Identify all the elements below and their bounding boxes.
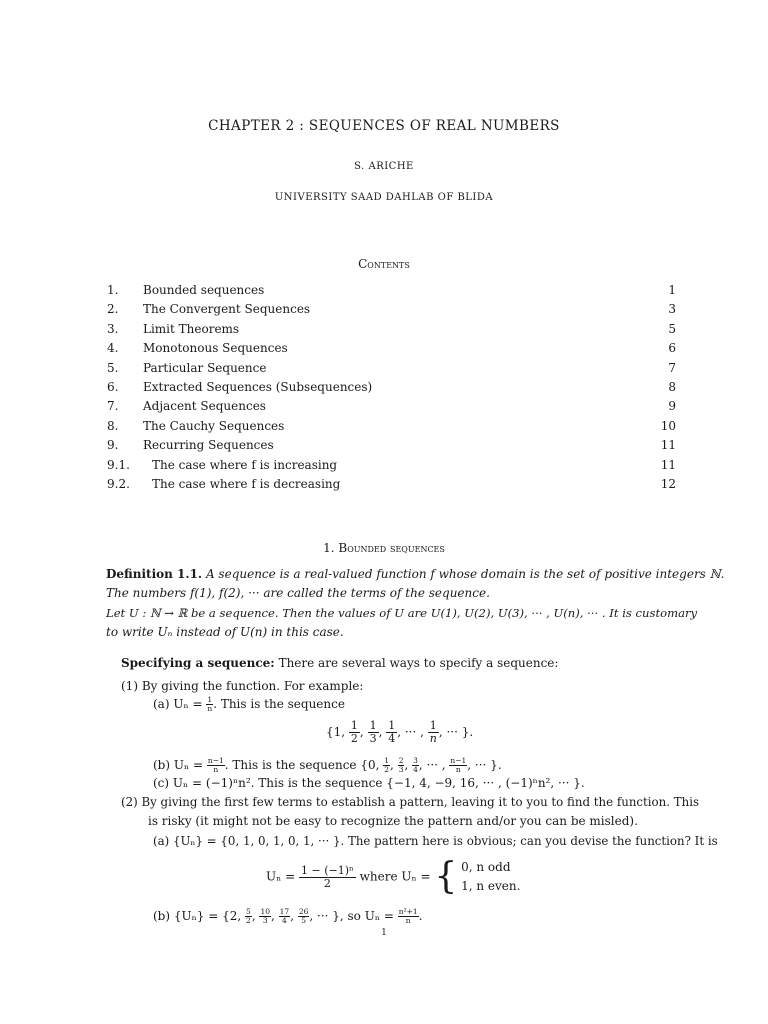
item-2-line-2: is risky (it might not be easy to recognize the pattern and/or you can be misled). xyxy=(148,814,638,828)
section-number: 1. xyxy=(323,541,335,555)
set-close: , ··· }. xyxy=(438,725,474,739)
specifying-heading xyxy=(121,655,691,671)
display-equation-1: {1, $\frac{1}{2}$ , $\frac{1}{3}$ , $\frac{1}{4}$ , ··· , $\frac{1}{n}$ , ··· }. xyxy=(326,719,474,745)
toc-title: Monotonous Sequences xyxy=(143,341,288,356)
item-1b-middle: . This is the sequence {0, xyxy=(224,758,380,772)
toc-number: 4. xyxy=(107,341,119,356)
toc-row[interactable] xyxy=(107,339,676,358)
toc-title: The case where f is decreasing xyxy=(152,476,341,491)
toc-page: 9 xyxy=(668,399,676,414)
toc-row[interactable] xyxy=(107,456,676,475)
item-1a-suffix: . This is the sequence xyxy=(213,697,345,711)
fraction: $\frac{3}{4}$ xyxy=(413,756,418,774)
definition-line-1 xyxy=(106,566,725,582)
fraction: $\frac{\text{1 − (−1)ⁿ}}{2}$ xyxy=(301,863,354,890)
fraction: $\frac{1}{n}$ xyxy=(207,695,213,713)
definition-line-3: Let U : ℕ → ℝ be a sequence. Then the values of U are U(1), U(2), U(3), ··· , U(n), ··· . It is customary xyxy=(106,606,698,620)
item-2b-end: . xyxy=(418,909,423,923)
specifying-label: Specifying a sequence: xyxy=(121,656,275,670)
item-1a xyxy=(153,696,723,713)
toc-number: 3. xyxy=(107,321,119,336)
item-1: (1) By giving the function. For example: xyxy=(121,679,364,693)
fraction: $\frac{n-1}{n}$ xyxy=(450,756,467,774)
definition-line-2: The numbers f(1), f(2), ··· are called the terms of the sequence. xyxy=(106,586,490,600)
definition-line-4: to write Uₙ instead of U(n) in this case. xyxy=(106,625,344,639)
toc-title: Limit Theorems xyxy=(143,321,240,336)
paper-title: CHAPTER 2 : SEQUENCES OF REAL NUMBERS xyxy=(208,118,560,134)
toc-row[interactable] xyxy=(107,417,676,436)
item-1c: (c) Uₙ = (−1)ⁿn². This is the sequence {−1, 4, −9, 16, ··· , (−1)ⁿn², ··· }. xyxy=(153,776,585,790)
toc-page: 12 xyxy=(660,476,676,491)
toc-title: Recurring Sequences xyxy=(143,438,274,453)
fraction: $\frac{\text{n²+1}}{n}$ xyxy=(398,907,418,925)
toc-row[interactable] xyxy=(107,436,676,455)
fraction: $\frac{1}{4}$ xyxy=(388,719,396,745)
table-of-contents xyxy=(107,281,676,494)
fraction: $\frac{1}{2}$ xyxy=(384,756,390,774)
item-1b-prefix: (b) Uₙ = xyxy=(153,758,204,772)
fraction: $\frac{26}{5}$ xyxy=(298,907,309,925)
toc-row[interactable] xyxy=(107,281,676,300)
eq-where: where Uₙ = xyxy=(359,869,431,884)
item-1b-suffix: , ··· }. xyxy=(467,758,502,772)
item-2-line-1: (2) By giving the first few terms to establish a pattern, leaving it to you to find the function. This xyxy=(121,795,700,809)
cases xyxy=(461,858,520,896)
toc-page: 6 xyxy=(668,341,676,356)
fraction: $\frac{10}{3}$ xyxy=(260,907,270,925)
item-2b-middle: , ··· }, so Uₙ = xyxy=(309,909,394,923)
item-1b: (b) Uₙ = $\frac{n-1}{n}$ . This is the sequence {0, $\frac{1}{2}$ , $\frac{2}{3}$ , $\frac{3}{4}$ , ··· , $\frac{n-1}{n}$ , ··· }. xyxy=(153,756,502,774)
fraction: $\frac{1}{2}$ xyxy=(350,719,358,745)
toc-row[interactable] xyxy=(107,475,676,494)
toc-page: 11 xyxy=(660,457,676,472)
section-title: Bounded sequences xyxy=(338,541,445,555)
fraction: $\frac{17}{4}$ xyxy=(279,907,290,925)
fraction: $\frac{5}{2}$ xyxy=(246,907,251,925)
eq-lhs: Uₙ = xyxy=(266,869,296,884)
page-number: 1 xyxy=(381,928,387,938)
case-even: 1, n even. xyxy=(461,879,521,893)
toc-page: 3 xyxy=(668,302,676,317)
toc-number: 5. xyxy=(107,360,119,375)
case-odd: 0, n odd xyxy=(461,860,511,874)
toc-page: 1 xyxy=(668,283,676,297)
fraction: $\frac{2}{3}$ xyxy=(398,756,404,774)
fraction: $\frac{1}{3}$ xyxy=(369,719,377,745)
item-2b-prefix: (b) {Uₙ} = {2, xyxy=(153,909,242,923)
section-heading xyxy=(0,541,768,555)
toc-page: 7 xyxy=(668,360,676,375)
specifying-intro: There are several ways to specify a sequence: xyxy=(278,656,559,670)
item-1a-prefix: (a) Uₙ = xyxy=(153,697,203,711)
toc-page: 11 xyxy=(660,438,676,453)
toc-number: 9. xyxy=(107,438,119,453)
toc-page: 10 xyxy=(660,418,676,433)
toc-number: 1. xyxy=(107,283,119,297)
toc-page: 5 xyxy=(668,321,676,336)
toc-title: The Convergent Sequences xyxy=(143,302,311,317)
toc-number: 2. xyxy=(107,302,119,317)
toc-number: 6. xyxy=(107,379,119,394)
affiliation: UNIVERSITY SAAD DAHLAB OF BLIDA xyxy=(274,192,494,203)
item-2b: (b) {Uₙ} = {2, $\frac{5}{2}$ , $\frac{10}{3}$ , $\frac{17}{4}$ , $\frac{26}{5}$ , ··· }, so Uₙ = $\frac{\text{n²+1}}{n}$ . xyxy=(153,907,423,925)
toc-row[interactable] xyxy=(107,320,676,339)
toc-row[interactable] xyxy=(107,359,676,378)
toc-row[interactable] xyxy=(107,378,676,397)
fraction: $\frac{n-1}{n}$ xyxy=(207,756,224,774)
item-2a: (a) {Uₙ} = {0, 1, 0, 1, 0, 1, ··· }. The pattern here is obvious; can you devise the function? It is xyxy=(153,834,718,848)
toc-number: 9.2. xyxy=(107,476,130,491)
contents-heading: Contents xyxy=(358,257,410,271)
display-equation-2 xyxy=(266,858,520,898)
fraction: $\frac{1}{n}$ xyxy=(429,719,437,745)
toc-title: Bounded sequences xyxy=(143,283,265,297)
toc-title: The case where f is increasing xyxy=(152,457,338,472)
toc-title: The Cauchy Sequences xyxy=(143,418,285,433)
toc-page: 8 xyxy=(668,379,676,394)
definition-label: Definition 1.1. xyxy=(106,567,203,581)
definition-text: A sequence is a real-valued function f whose domain is the set of positive integers ℕ. xyxy=(205,567,725,581)
author: S. ARICHE xyxy=(354,161,414,172)
toc-title: Extracted Sequences (Subsequences) xyxy=(143,379,373,394)
toc-number: 7. xyxy=(107,399,119,414)
toc-title: Particular Sequence xyxy=(143,360,267,375)
left-brace-icon: { xyxy=(434,856,458,897)
toc-title: Adjacent Sequences xyxy=(143,399,266,414)
toc-row[interactable] xyxy=(107,397,676,416)
toc-row[interactable] xyxy=(107,300,676,319)
toc-number: 8. xyxy=(107,418,119,433)
set-open: {1, xyxy=(326,725,346,739)
toc-number: 9.1. xyxy=(107,457,130,472)
